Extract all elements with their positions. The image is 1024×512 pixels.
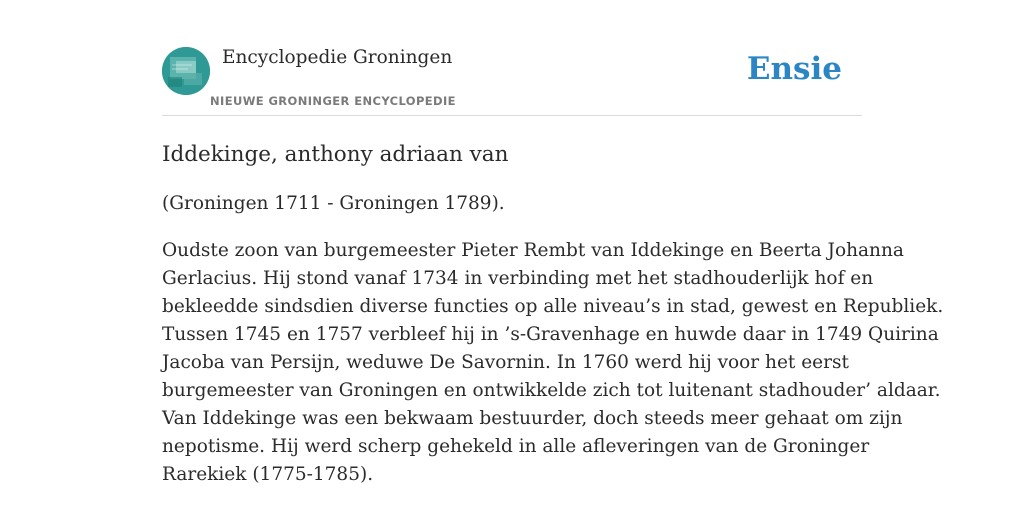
- body-line: Jacoba van Persijn, weduwe De Savornin. In 1760 werd hij voor het eerst: [162, 352, 849, 373]
- body-line: Gerlacius. Hij stond vanaf 1734 in verbinding met het stadhouderlijk hof en: [162, 268, 874, 289]
- body-line: Rarekiek (1775-1785).: [162, 464, 374, 485]
- body-line: Tussen 1745 en 1757 verbleef hij in ’s-Gravenhage en huwde daar in 1749 Quirina: [162, 324, 939, 345]
- encyclopedia-logo-icon[interactable]: [162, 47, 210, 95]
- encyclopedia-logo-graphic: [162, 47, 210, 95]
- entry-card: [162, 44, 944, 489]
- site-subtitle: NIEUWE GRONINGER ENCYCLOPEDIE: [210, 94, 456, 108]
- body-line: nepotisme. Hij werd scherp gehekeld in alle afleveringen van de Groninger: [162, 436, 870, 457]
- site-title[interactable]: Encyclopedie Groningen: [222, 47, 453, 68]
- body-line: burgemeester van Groningen en ontwikkelde zich tot luitenant stadhouder’ aldaar.: [162, 380, 941, 401]
- site-header: [162, 44, 862, 116]
- body-line: bekleedde sindsdien diverse functies op alle niveau’s in stad, gewest en Republiek.: [162, 296, 944, 317]
- entry-title: Iddekinge, anthony adriaan van: [162, 142, 509, 167]
- entry-intro: (Groningen 1711 - Groningen 1789).: [162, 193, 505, 214]
- body-line: Oudste zoon van burgemeester Pieter Rembt van Iddekinge en Beerta Johanna: [162, 240, 904, 261]
- entry-body: [162, 237, 944, 489]
- ensie-brand-link[interactable]: Ensie: [746, 51, 842, 87]
- body-line: Van Iddekinge was een bekwaam bestuurder, doch steeds meer gehaat om zijn: [162, 408, 903, 429]
